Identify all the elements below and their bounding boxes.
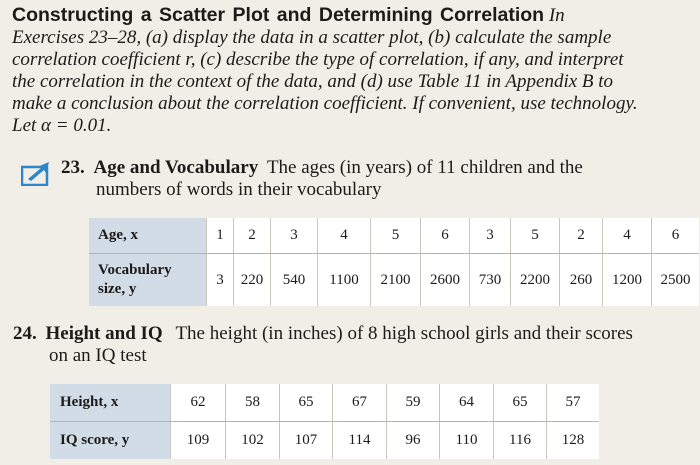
table-cell: 2600 [421, 254, 470, 307]
table-cell: 107 [280, 422, 333, 460]
row-header-vocabulary: Vocabulary size, y [89, 254, 207, 307]
height-iq-table [50, 384, 599, 459]
instructions-line-2: Exercises 23–28, (a) display the data in a scatter plot, (b) calculate the sample [12, 27, 612, 48]
table-cell: 540 [271, 254, 318, 307]
instructions-line-4: the correlation in the context of the data, and (d) use Table 11 in Appendix B to [12, 71, 614, 92]
table-cell: 59 [387, 384, 440, 422]
table-cell: 1200 [603, 254, 652, 307]
exercise-text-cont: numbers of words in their vocabulary [96, 179, 382, 200]
instructions-line-5: make a conclusion about the correlation coefficient. If convenient, use technology. [12, 93, 638, 114]
table-row [89, 254, 699, 307]
table-cell: 65 [280, 384, 333, 422]
exercise-number: 23. [61, 157, 85, 178]
exercise-text-cont: on an IQ test [49, 345, 147, 366]
table-cell: 2200 [511, 254, 560, 307]
table-cell: 102 [226, 422, 280, 460]
table-cell: 260 [560, 254, 603, 307]
instructions-line-3: correlation coefficient r, (c) describe the type of correlation, if any, and interpret [12, 49, 624, 70]
table-cell: 116 [494, 422, 547, 460]
table-cell: 96 [387, 422, 440, 460]
table-cell: 730 [470, 254, 511, 307]
exercise-text: The ages (in years) of 11 children and the [266, 157, 583, 178]
table-cell: 57 [547, 384, 600, 422]
table-cell: 2 [234, 218, 271, 254]
table-cell: 4 [318, 218, 371, 254]
table-cell: 2 [560, 218, 603, 254]
table-row [50, 422, 599, 460]
exercise-title: Age and Vocabulary [93, 157, 259, 178]
exercise-number: 24. [13, 323, 37, 344]
table-cell: 109 [171, 422, 226, 460]
table-cell: 220 [234, 254, 271, 307]
row-header-age: Age, x [89, 218, 207, 254]
instructions-line-6: Let α = 0.01. [12, 115, 112, 136]
table-cell: 5 [511, 218, 560, 254]
instructions-line-1 [12, 4, 692, 27]
table-cell: 3 [207, 254, 234, 307]
table-cell: 3 [470, 218, 511, 254]
table-cell: 2100 [371, 254, 421, 307]
table-cell: 67 [333, 384, 387, 422]
table-cell: 5 [371, 218, 421, 254]
table-cell: 128 [547, 422, 600, 460]
table-cell: 1100 [318, 254, 371, 307]
exercise-24 [13, 323, 633, 367]
row-header-iq: IQ score, y [50, 422, 171, 460]
exercise-23 [61, 157, 583, 201]
table-cell: 3 [271, 218, 318, 254]
table-cell: 1 [207, 218, 234, 254]
tech-arrow-icon [21, 160, 53, 186]
instructions-text-start: In [548, 5, 565, 26]
exercise-title: Height and IQ [45, 323, 163, 344]
age-vocabulary-table [89, 218, 699, 306]
table-cell: 6 [421, 218, 470, 254]
table-cell: 65 [494, 384, 547, 422]
table-row [50, 384, 599, 422]
row-header-height: Height, x [50, 384, 171, 422]
section-heading: Constructing a Scatter Plot and Determining Correlation [12, 4, 545, 26]
table-cell: 110 [440, 422, 494, 460]
instructions-paragraph [12, 4, 692, 137]
table-row [89, 218, 699, 254]
table-cell: 4 [603, 218, 652, 254]
exercise-text: The height (in inches) of 8 high school girls and their scores [175, 323, 633, 344]
table-cell: 64 [440, 384, 494, 422]
table-cell: 58 [226, 384, 280, 422]
table-cell: 114 [333, 422, 387, 460]
table-cell: 6 [652, 218, 700, 254]
table-cell: 2500 [652, 254, 700, 307]
table-cell: 62 [171, 384, 226, 422]
